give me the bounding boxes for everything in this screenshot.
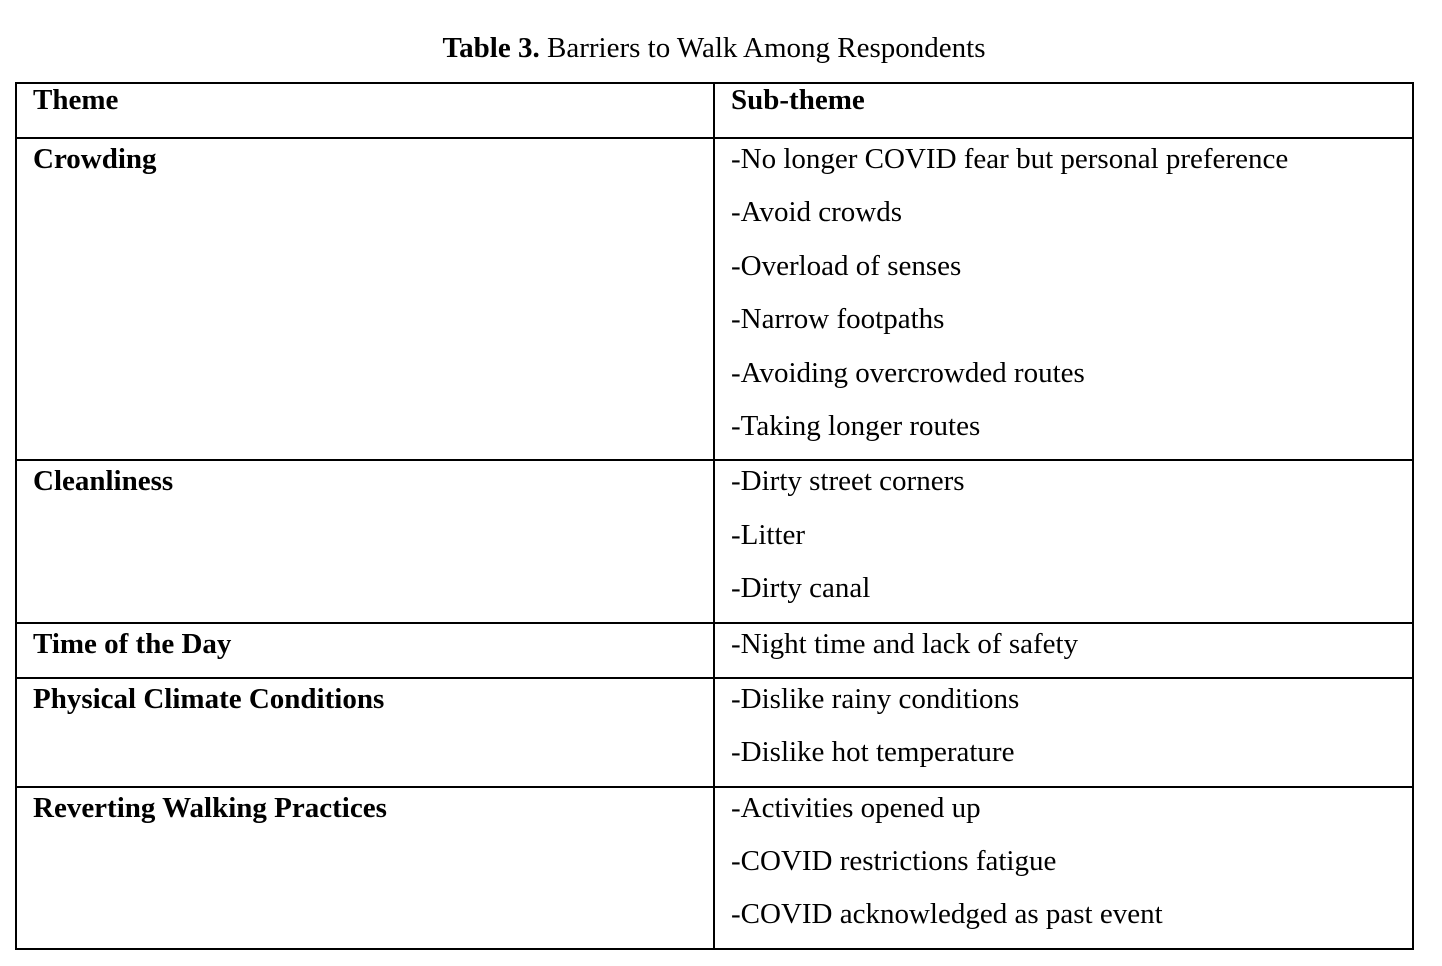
table-row — [16, 678, 1413, 787]
subtheme-item: -Narrow footpaths — [731, 303, 945, 336]
subtheme-item: -Overload of senses — [731, 249, 962, 282]
subtheme-item: -COVID restrictions fatigue — [731, 845, 1057, 878]
subtheme-item: -Activities opened up — [731, 791, 981, 824]
table-row — [16, 623, 1413, 678]
theme-label: Physical Climate Conditions — [33, 682, 385, 715]
theme-cell — [16, 787, 714, 949]
theme-label: Reverting Walking Practices — [33, 791, 387, 824]
theme-cell — [16, 678, 714, 787]
subtheme-item: -Litter — [731, 518, 806, 551]
subtheme-item: -Avoid crowds — [731, 196, 903, 229]
subtheme-item: -COVID acknowledged as past event — [731, 898, 1163, 931]
table-caption-text: Barriers to Walk Among Respondents — [539, 32, 986, 64]
subtheme-cell — [714, 460, 1413, 622]
subtheme-item: -Dislike hot temperature — [731, 736, 1015, 769]
subtheme-cell — [714, 623, 1413, 678]
table-caption-label: Table 3. — [442, 32, 540, 64]
barriers-table — [15, 82, 1414, 950]
table-row — [16, 460, 1413, 622]
subtheme-item: -Dirty canal — [731, 572, 871, 605]
column-header-theme: Theme — [16, 83, 714, 138]
table-header-row — [16, 83, 1413, 138]
theme-cell — [16, 460, 714, 622]
subtheme-cell — [714, 138, 1413, 460]
subtheme-cell — [714, 678, 1413, 787]
subtheme-cell — [714, 787, 1413, 949]
table-row — [16, 138, 1413, 460]
subtheme-item: -Night time and lack of safety — [731, 627, 1079, 660]
theme-label: Cleanliness — [33, 465, 174, 498]
theme-label: Crowding — [33, 143, 157, 175]
theme-cell — [16, 138, 714, 460]
subtheme-item: -Dislike rainy conditions — [731, 682, 1020, 715]
subtheme-item: -No longer COVID fear but personal preference — [731, 143, 1289, 175]
table-caption — [0, 30, 1428, 66]
table-row — [16, 787, 1413, 949]
subtheme-item: -Avoiding overcrowded routes — [731, 356, 1085, 389]
theme-cell — [16, 623, 714, 678]
subtheme-item: -Dirty street corners — [731, 465, 965, 498]
subtheme-item: -Taking longer routes — [731, 409, 981, 442]
theme-label: Time of the Day — [33, 627, 232, 660]
column-header-subtheme: Sub-theme — [714, 83, 1413, 138]
